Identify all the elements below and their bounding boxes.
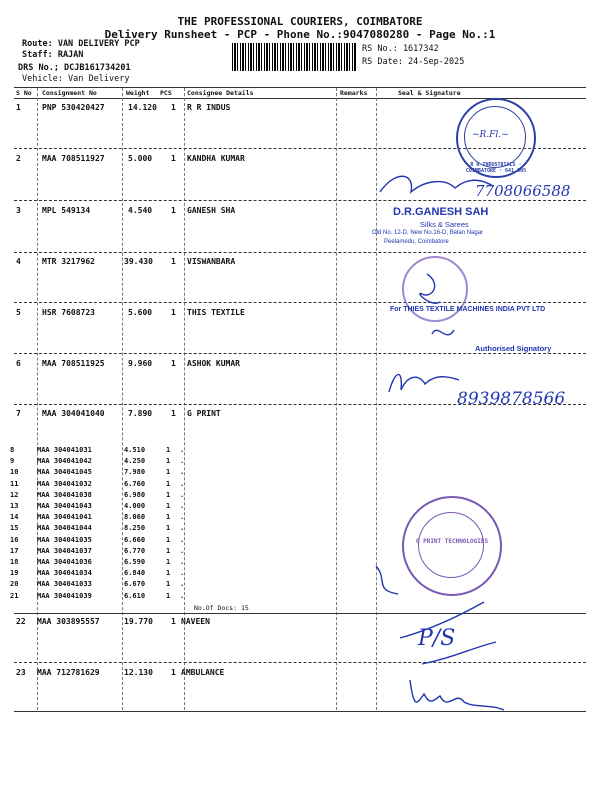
rs-date: RS Date: 24-Sep-2025 (362, 57, 465, 67)
row-sno: 20 (10, 580, 19, 589)
row-consignment: MAA 708511925 (42, 359, 105, 368)
rs-number: RS No.: 1617342 (362, 44, 439, 54)
row-consignee: . (180, 580, 185, 589)
row-weight: 4.250 (124, 457, 146, 466)
row-consignee: . (180, 558, 185, 566)
row-sno: 4 (16, 257, 21, 266)
row-consignment: MAA 304041037 (37, 546, 92, 555)
row-divider (14, 353, 586, 354)
row-consignee: . (180, 468, 185, 477)
row-pcs: 1 (166, 446, 171, 454)
row-consignment: MAA 304041043 (37, 502, 92, 510)
row-sno: 19 (10, 569, 19, 578)
row-consignee: G PRINT (187, 409, 221, 418)
row-consignment: PNP 530420427 (42, 103, 105, 112)
row-weight: 5.000 (128, 154, 153, 163)
row-weight: 8.250 (124, 524, 146, 533)
row-sno: 13 (10, 502, 19, 510)
thies-stamp-company: For THIES TEXTILE MACHINES INDIA PVT LTD (390, 306, 546, 313)
row-sno: 11 (10, 479, 19, 488)
row-consignment: MAA 304041034 (37, 569, 92, 578)
row-consignee: . (180, 569, 185, 578)
row-weight: 4.510 (124, 446, 146, 454)
row-weight: 6.670 (124, 580, 146, 589)
row-weight: 14.120 (128, 103, 157, 112)
row-consignment: MAA 304041039 (37, 591, 92, 600)
row-consignee: . (180, 446, 185, 454)
col-pcs: PCS (160, 89, 172, 97)
row-sno: 16 (10, 535, 19, 544)
row-sno: 7 (16, 409, 21, 418)
barcode (232, 43, 357, 71)
col-divider (122, 88, 123, 710)
row-pcs: 1 (171, 206, 176, 215)
row-pcs: 1 (166, 513, 171, 522)
row-sno: 3 (16, 206, 21, 215)
ganesh-stamp-sub: Silks & Sarees (420, 220, 469, 229)
row-sno: 10 (10, 468, 19, 477)
ps-handwritten: P/S (418, 626, 456, 651)
row-pcs: 1 (166, 591, 171, 600)
row-weight: 6.610 (124, 591, 146, 600)
gprint-signature-icon (368, 560, 418, 600)
row-weight: 8.060 (124, 513, 146, 522)
row-sno: 21 (10, 591, 19, 600)
col-remarks: Remarks (340, 89, 368, 97)
row-consignment: MAA 304041045 (37, 468, 92, 477)
row-consignee: . (180, 535, 185, 544)
row-weight: 6.660 (124, 535, 146, 544)
row-consignee: R R INDUS (187, 103, 231, 112)
row-sno: 5 (16, 308, 21, 317)
row-weight: 39.430 (124, 257, 153, 266)
row-pcs: 1 (166, 535, 171, 544)
table-top-rule (14, 87, 586, 88)
row-consignment: MAA 304041040 (42, 409, 105, 418)
row-consignee: . (180, 524, 185, 533)
row-consignment: MAA 304041035 (37, 535, 92, 544)
row-divider (14, 302, 586, 303)
row-weight: 6.760 (124, 479, 146, 488)
row-weight: 12.130 (124, 668, 153, 677)
row-consignee: . (180, 591, 185, 600)
row-consignment: MAA 304041032 (37, 479, 92, 488)
row-consignment: MAA 303895557 (37, 617, 100, 626)
row-consignment: MAA 304041041 (37, 513, 92, 522)
row-weight: 6.770 (124, 546, 146, 555)
row-pcs: 1 (171, 359, 176, 368)
stamp-signature-icon: ~R.Fl.~ (472, 130, 509, 140)
row-weight: 6.840 (124, 569, 146, 578)
row-weight: 6.590 (124, 558, 146, 566)
col-consignment: Consignment No (42, 89, 97, 97)
row-consignee: THIS TEXTILE (187, 308, 245, 317)
row-consignment: MAA 304041031 (37, 446, 92, 454)
col-seal: Seal & Signature (398, 89, 461, 97)
row-consignee: . (180, 546, 185, 555)
gprint-stamp-text: G PRINT TECHNOLOGIES (415, 538, 489, 545)
row-weight: 7.980 (124, 468, 146, 477)
row-weight: 7.890 (128, 409, 153, 418)
row-weight: 9.960 (128, 359, 153, 368)
row-pcs: 1 (171, 154, 176, 163)
row-consignment: MAA 304041042 (37, 457, 92, 466)
row-weight: 19.770 (124, 617, 153, 626)
row-consignment: MAA 712781629 (37, 668, 100, 677)
row-consignee: VISWANBARA (187, 257, 236, 266)
row-consignment: HSR 7608723 (42, 308, 95, 317)
row-pcs: 1 (166, 580, 171, 589)
phone-handwritten-1: 7708066588 (475, 182, 571, 200)
row-consignee: . (180, 457, 185, 466)
row-pcs: 1 (171, 409, 176, 418)
row-sno: 9 (10, 457, 15, 466)
row-consignee: . (180, 513, 185, 522)
company-title: THE PROFESSIONAL COURIERS, COIMBATORE (177, 15, 423, 28)
col-consignee: Consignee Details (187, 89, 254, 97)
row-pcs: 1 (171, 617, 176, 626)
row-consignee: NAVEEN (181, 617, 210, 626)
route-label: Route: VAN DELIVERY PCP (22, 39, 140, 49)
row-consignment: MAA 708511927 (42, 154, 105, 163)
row-consignment: MTR 3217962 (42, 257, 95, 266)
row-consignee: . (180, 479, 185, 488)
row-sno: 1 (16, 103, 21, 112)
no-of-docs: No.Of Docs: 15 (194, 604, 249, 612)
row-consignee: KANDHA KUMAR (187, 154, 245, 163)
row-weight: 4.000 (124, 502, 146, 510)
row-pcs: 1 (166, 468, 171, 477)
row-pcs: 1 (171, 308, 176, 317)
row-pcs: 1 (166, 524, 171, 533)
row-sno: 2 (16, 154, 21, 163)
row-sno: 23 (16, 668, 26, 677)
row-sno: 12 (10, 490, 19, 499)
row-weight: 5.600 (128, 308, 153, 317)
row-weight: 4.540 (128, 206, 153, 215)
ganesh-stamp-title: D.R.GANESH SAH (393, 206, 489, 218)
row-pcs: 1 (166, 546, 171, 555)
row-sno: 15 (10, 524, 19, 533)
row-consignment: MAA 304041038 (37, 490, 92, 499)
drs-label: DRS No.; DCJB161734201 (18, 63, 131, 73)
ganesh-stamp-addr: Old No. 12-D, New No.16-D, Belan Nagar (372, 230, 484, 236)
row-consignee: ASHOK KUMAR (187, 359, 240, 368)
col-divider (336, 88, 337, 710)
row-pcs: 1 (171, 257, 176, 266)
ambulance-signature-icon (404, 672, 514, 718)
row-sno: 17 (10, 546, 19, 555)
row-pcs: 1 (166, 502, 171, 510)
row-pcs: 1 (166, 490, 171, 499)
vehicle-label: Vehicle: Van Delivery (22, 74, 130, 84)
thies-stamp-signatory: Authorised Signatory (475, 344, 552, 353)
row-consignment: MAA 304041036 (37, 558, 92, 566)
phone-handwritten-2: 8939878566 (457, 389, 566, 409)
row-consignee: . (180, 490, 185, 499)
row-pcs: 1 (166, 558, 171, 566)
row-pcs: 1 (166, 569, 171, 578)
row-consignment: MPL 549134 (42, 206, 91, 215)
staff-label: Staff: RAJAN (22, 50, 84, 60)
row-sno: 6 (16, 359, 21, 368)
ganesh-stamp-addr2: Peelamedu, Coimbatore (384, 239, 449, 245)
row-sno: 8 (10, 446, 15, 454)
row-consignee: GANESH SHA (187, 206, 236, 215)
col-sno: S No (16, 89, 32, 97)
row-divider (14, 252, 586, 253)
ashok-signature-icon (385, 362, 465, 402)
row-consignee: AMBULANCE (181, 668, 225, 677)
row-pcs: 1 (171, 668, 176, 677)
row-sno: 14 (10, 513, 19, 522)
row-pcs: 1 (166, 479, 171, 488)
row-pcs: 1 (171, 103, 176, 112)
stamp-text: R R INDUSTRIALS · COIMBATORE · 641 005 (465, 162, 527, 174)
row-sno: 22 (16, 617, 26, 626)
row-weight: 6.980 (124, 490, 146, 499)
col-weight: Weight (126, 89, 150, 97)
row-consignee: . (180, 502, 185, 510)
row-consignment: MAA 304041033 (37, 580, 92, 589)
runsheet-subtitle: Delivery Runsheet - PCP - Phone No.:9047080280 - Page No.:1 (104, 28, 496, 41)
row-sno: 18 (10, 558, 19, 566)
row-consignment: MAA 304041044 (37, 524, 92, 533)
row-pcs: 1 (166, 457, 171, 466)
